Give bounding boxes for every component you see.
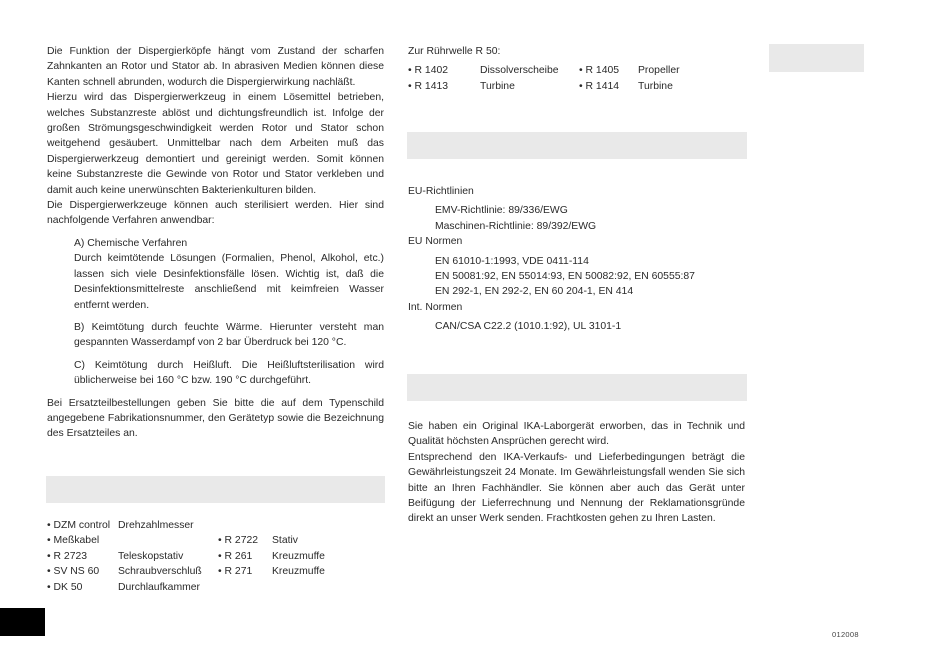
standards-section [408, 184, 748, 335]
accessory-code: • SV NS 60 [47, 564, 99, 579]
accessory-name: Stativ [272, 535, 298, 547]
eu-directives-label: EU-Richtlinien [408, 186, 474, 197]
accessory-code: • R 2723 [47, 549, 87, 564]
list-item [47, 564, 387, 579]
list-item [408, 79, 748, 94]
page-tab-marker [0, 608, 45, 636]
section-bar-warranty [407, 374, 747, 401]
accessory-name: Kreuzmuffe [272, 550, 325, 562]
section-bar-standards [407, 132, 747, 159]
method-b-text: B) Keimtötung durch feuchte Wärme. Hierunter versteht man gespannten Wasserdampf von 2 bar Überdruck bei 120 °C. [74, 321, 384, 349]
paragraph-cleaning: Hierzu wird das Dispergierwerkzeug in einem Lösemittel betrieben, welches Substanzreste ablöst und dichtungsfreundlich ist. Infolge der großen Strömungsgeschwindigkeit werden Rotor und Stator schon weitgehend gesäubert. Unmittelbar nach dem Arbeiten muß das Dispergierwerkzeug demontiert und gereinigt werden. Somit können keine Substanzreste die Gewinde von Rotor und Stator verkleben und damit auch keine unerwünschten Bakterienkulturen bilden. [47, 92, 384, 196]
eu-norm-item: EN 50081:92, EN 55014:93, EN 50082:92, EN 60555:87 [435, 271, 695, 283]
list-item [47, 549, 387, 564]
list-item [47, 533, 387, 548]
method-c [47, 358, 384, 389]
int-norms-label: Int. Normen [408, 301, 463, 313]
stirrer-name: Turbine [638, 80, 673, 92]
stirrer-code: • R 1402 [408, 63, 448, 78]
int-norm-item: CAN/CSA C22.2 (1010.1:92), UL 3101-1 [435, 321, 622, 333]
paragraph-sterilisation: Die Dispergierwerkzeuge können auch sterilisiert werden. Hier sind nachfolgende Verfahren anwendbar: [47, 200, 384, 227]
accessory-code: • Meßkabel [47, 533, 99, 548]
list-item [47, 518, 387, 533]
list-item [47, 580, 387, 595]
stirrer-name: Turbine [480, 80, 515, 92]
warranty-paragraph: Sie haben ein Original IKA-Laborgerät erworben, das in Technik und Qualität höchsten Ansprüchen gerecht wird. [408, 421, 745, 448]
accessory-code: • DK 50 [47, 580, 82, 595]
accessory-name: Teleskopstativ [118, 550, 184, 562]
paragraph-spare-parts: Bei Ersatzteilbestellungen geben Sie bitte die auf dem Typenschild angegebene Fabrikationsnummer, den Gerätetyp sowie die Bezeichnung des Ersatzteiles an. [47, 397, 384, 440]
stirrer-name: Dissolverscheibe [480, 65, 559, 77]
method-a-title: A) Chemische Verfahren [74, 237, 188, 249]
accessory-code: • R 261 [218, 549, 252, 564]
accessory-name: Kreuzmuffe [272, 566, 325, 578]
stirrer-name: Propeller [638, 65, 680, 77]
eu-norm-item: EN 61010-1:1993, VDE 0411-114 [435, 255, 589, 267]
page-code: 012008 [832, 630, 859, 639]
accessories-list [47, 518, 387, 598]
side-label-box [769, 44, 864, 72]
eu-directive-item: EMV-Richtlinie: 89/336/EWG [435, 205, 568, 217]
stirrer-section [408, 44, 748, 94]
accessory-name: Schraubverschluß [118, 566, 202, 578]
accessory-code: • R 2722 [218, 533, 258, 548]
list-item [408, 63, 748, 78]
stirrer-code: • R 1405 [579, 63, 619, 78]
left-column [47, 44, 384, 442]
stirrer-code: • R 1414 [579, 79, 619, 94]
paragraph-dispersing-heads: Die Funktion der Dispergierköpfe hängt vom Zustand der scharfen Zahnkanten an Rotor und Stator ab. In abrasiven Medien können diese Kanten schnell abrunden, wodurch die Dispergierwirkung nachläßt. [47, 46, 384, 88]
accessory-code: • R 271 [218, 564, 252, 579]
eu-directive-item: Maschinen-Richtlinie: 89/392/EWG [435, 220, 597, 232]
eu-norm-item: EN 292-1, EN 292-2, EN 60 204-1, EN 414 [435, 286, 634, 298]
warranty-paragraph: Entsprechend den IKA-Verkaufs- und Lieferbedingungen beträgt die Gewährleistungszeit 24 Monate. Im Gewährleistungsfall wenden Sie sich bitte an Ihren Fachhändler. Sie können aber auch das Gerät unter Beifügung der Lieferrechnung und Nennung der Reklamationsgründe direkt an unser Werk senden. Frachtkosten gehen zu Ihren Lasten. [408, 451, 745, 525]
accessory-name: Durchlaufkammer [118, 581, 200, 593]
stirrer-heading-row [408, 44, 748, 59]
section-bar-accessories [46, 476, 385, 503]
accessory-code: • DZM control [47, 518, 110, 533]
method-a [47, 236, 384, 313]
method-a-text: Durch keimtötende Lösungen (Formalien, Phenol, Alkohol, etc.) lassen sich viele Desinfektionsfälle lösen. Wichtig ist, daß die Desinfektionsmittelreste anschließend mit keimfreien Wasser entfernt werden. [74, 253, 384, 311]
warranty-section [408, 419, 745, 527]
accessory-name: Drehzahlmesser [118, 520, 194, 531]
stirrer-code: • R 1413 [408, 79, 448, 94]
eu-norms-label: EU Normen [408, 236, 463, 248]
method-b [47, 320, 384, 351]
stirrer-heading: Zur Rührwelle R 50: [408, 46, 501, 57]
method-c-text: C) Keimtötung durch Heißluft. Die Heißluftsterilisation wird üblicherweise bei 160 °C bzw. 190 °C durchgeführt. [74, 359, 384, 387]
